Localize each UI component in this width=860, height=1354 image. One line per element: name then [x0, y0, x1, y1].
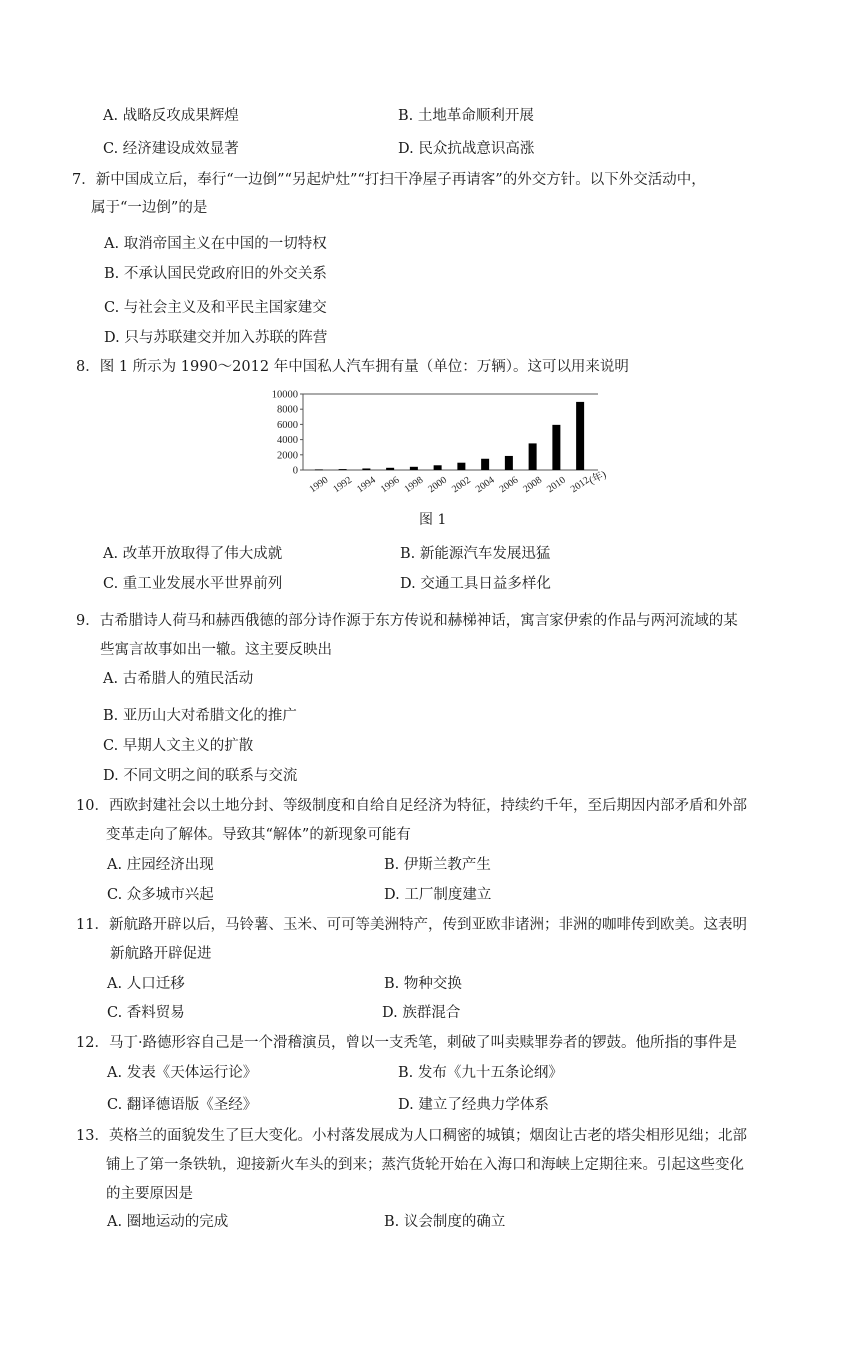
y-tick-label: 0 [292, 465, 298, 477]
q7-option-a: A. 取消帝国主义在中国的一切特权 [104, 236, 327, 252]
x-tick-label: 1998 [402, 474, 426, 496]
q9-option-d: D. 不同文明之间的联系与交流 [103, 768, 298, 784]
q10-option-b: B. 伊斯兰教产生 [384, 857, 491, 873]
bar-1990 [315, 469, 323, 470]
q9-option-b: B. 亚历山大对希腊文化的推广 [103, 708, 297, 724]
q13-option-a: A. 圈地运动的完成 [107, 1214, 229, 1230]
q13-stem-line3: 的主要原因是 [106, 1186, 193, 1202]
bar-1992 [339, 469, 347, 470]
q10-option-c: C. 众多城市兴起 [107, 887, 214, 903]
q6-option-c: C. 经济建设成效显著 [103, 141, 239, 157]
q13-option-b: B. 议会制度的确立 [384, 1214, 506, 1230]
q7-stem-line1: 7．新中国成立后，奉行“一边倒”“另起炉灶”“打扫干净屋子再请客”的外交方针。以下外交活动中， [72, 172, 706, 188]
x-tick-label: 2010 [545, 474, 568, 496]
q9-option-c: C. 早期人文主义的扩散 [103, 738, 254, 754]
y-tick-label: 10000 [271, 389, 298, 401]
x-tick-label: 2012 [568, 474, 592, 496]
q7-stem-line2: 属于“一边倒”的是 [91, 200, 208, 216]
q8-option-a: A. 改革开放取得了伟大成就 [103, 546, 283, 562]
bar-2008 [529, 443, 537, 470]
q8-stem: 8．图 1 所示为 1990～2012 年中国私人汽车拥有量（单位：万辆）。这可以用来说明 [76, 359, 629, 375]
x-axis-unit-label: (年) [587, 469, 608, 487]
car-ownership-chart [258, 382, 608, 500]
q11-option-d: D. 族群混合 [382, 1005, 461, 1021]
q6-option-b: B. 土地革命顺利开展 [398, 108, 534, 124]
q11-stem-line1: 11．新航路开辟以后，马铃薯、玉米、可可等美洲特产，传到亚欧非诸洲；非洲的咖啡传到欧美。这表明 [76, 917, 747, 933]
y-tick-label: 6000 [277, 419, 298, 431]
bar-1994 [362, 468, 370, 470]
q9-stem-line2: 些寓言故事如出一辙。这主要反映出 [100, 642, 332, 658]
q10-option-a: A. 庄园经济出现 [107, 857, 214, 873]
chart-svg [258, 382, 608, 500]
x-tick-label: 1996 [378, 474, 402, 496]
q10-option-d: D. 工厂制度建立 [384, 887, 492, 903]
bar-1996 [386, 468, 394, 470]
x-tick-label: 1990 [307, 474, 331, 496]
q9-option-a: A. 古希腊人的殖民活动 [103, 671, 254, 687]
q12-option-a: A. 发表《天体运行论》 [107, 1065, 258, 1081]
bar-2004 [481, 459, 489, 470]
q8-option-c: C. 重工业发展水平世界前列 [103, 576, 283, 592]
x-tick-label: 2008 [521, 474, 545, 496]
q7-option-c: C. 与社会主义及和平民主国家建交 [104, 300, 327, 316]
q10-stem-line2: 变革走向了解体。导致其“解体”的新现象可能有 [106, 827, 411, 843]
q6-option-a: A. 战略反攻成果辉煌 [103, 108, 239, 124]
q6-option-d: D. 民众抗战意识高涨 [398, 141, 535, 157]
q13-stem-line2: 铺上了第一条铁轨，迎接新火车头的到来；蒸汽货轮开始在入海口和海峡上定期往来。引起这些变化 [106, 1157, 744, 1173]
q7-option-d: D. 只与苏联建交并加入苏联的阵营 [104, 330, 328, 346]
x-tick-label: 1994 [355, 474, 378, 496]
bar-2000 [434, 465, 442, 470]
q9-stem-line1: 9．古希腊诗人荷马和赫西俄德的部分诗作源于东方传说和赫梯神话，寓言家伊索的作品与两河流域的某 [76, 613, 738, 629]
figure-caption: 图 1 [419, 512, 447, 528]
x-tick-label: 2002 [450, 474, 473, 496]
q11-stem-line2: 新航路开辟促进 [110, 946, 212, 962]
q10-stem-line1: 10．西欧封建社会以土地分封、等级制度和自给自足经济为特征，持续约千年，至后期因内部矛盾和外部 [76, 798, 747, 814]
bar-2010 [552, 425, 560, 470]
bar-2012 [576, 402, 584, 470]
q12-option-b: B. 发布《九十五条论纲》 [398, 1065, 563, 1081]
q7-option-b: B. 不承认国民党政府旧的外交关系 [104, 266, 327, 282]
q8-option-d: D. 交通工具日益多样化 [400, 576, 551, 592]
bar-2002 [457, 463, 465, 470]
x-tick-label: 2006 [497, 474, 521, 496]
q13-stem-line1: 13．英格兰的面貌发生了巨大变化。小村落发展成为人口稠密的城镇；烟囱让古老的塔尖相形见绌；北部 [76, 1128, 747, 1144]
q11-option-c: C. 香料贸易 [107, 1005, 185, 1021]
q8-option-b: B. 新能源汽车发展迅猛 [400, 546, 551, 562]
y-tick-label: 2000 [277, 450, 298, 462]
q11-option-b: B. 物种交换 [384, 976, 462, 992]
q11-option-a: A. 人口迁移 [107, 976, 185, 992]
q12-stem: 12．马丁·路德形容自己是一个滑稽演员，曾以一支秃笔，刺破了叫卖赎罪券者的锣鼓。他所指的事件是 [76, 1035, 738, 1051]
y-tick-label: 4000 [277, 435, 298, 447]
y-tick-label: 8000 [277, 404, 298, 416]
q12-option-d: D. 建立了经典力学体系 [398, 1097, 549, 1113]
bar-1998 [410, 467, 418, 470]
x-tick-label: 2004 [473, 474, 497, 496]
bar-2006 [505, 456, 513, 470]
x-tick-label: 1992 [331, 474, 355, 496]
q12-option-c: C. 翻译德语版《圣经》 [107, 1097, 258, 1113]
x-tick-label: 2000 [426, 474, 450, 496]
